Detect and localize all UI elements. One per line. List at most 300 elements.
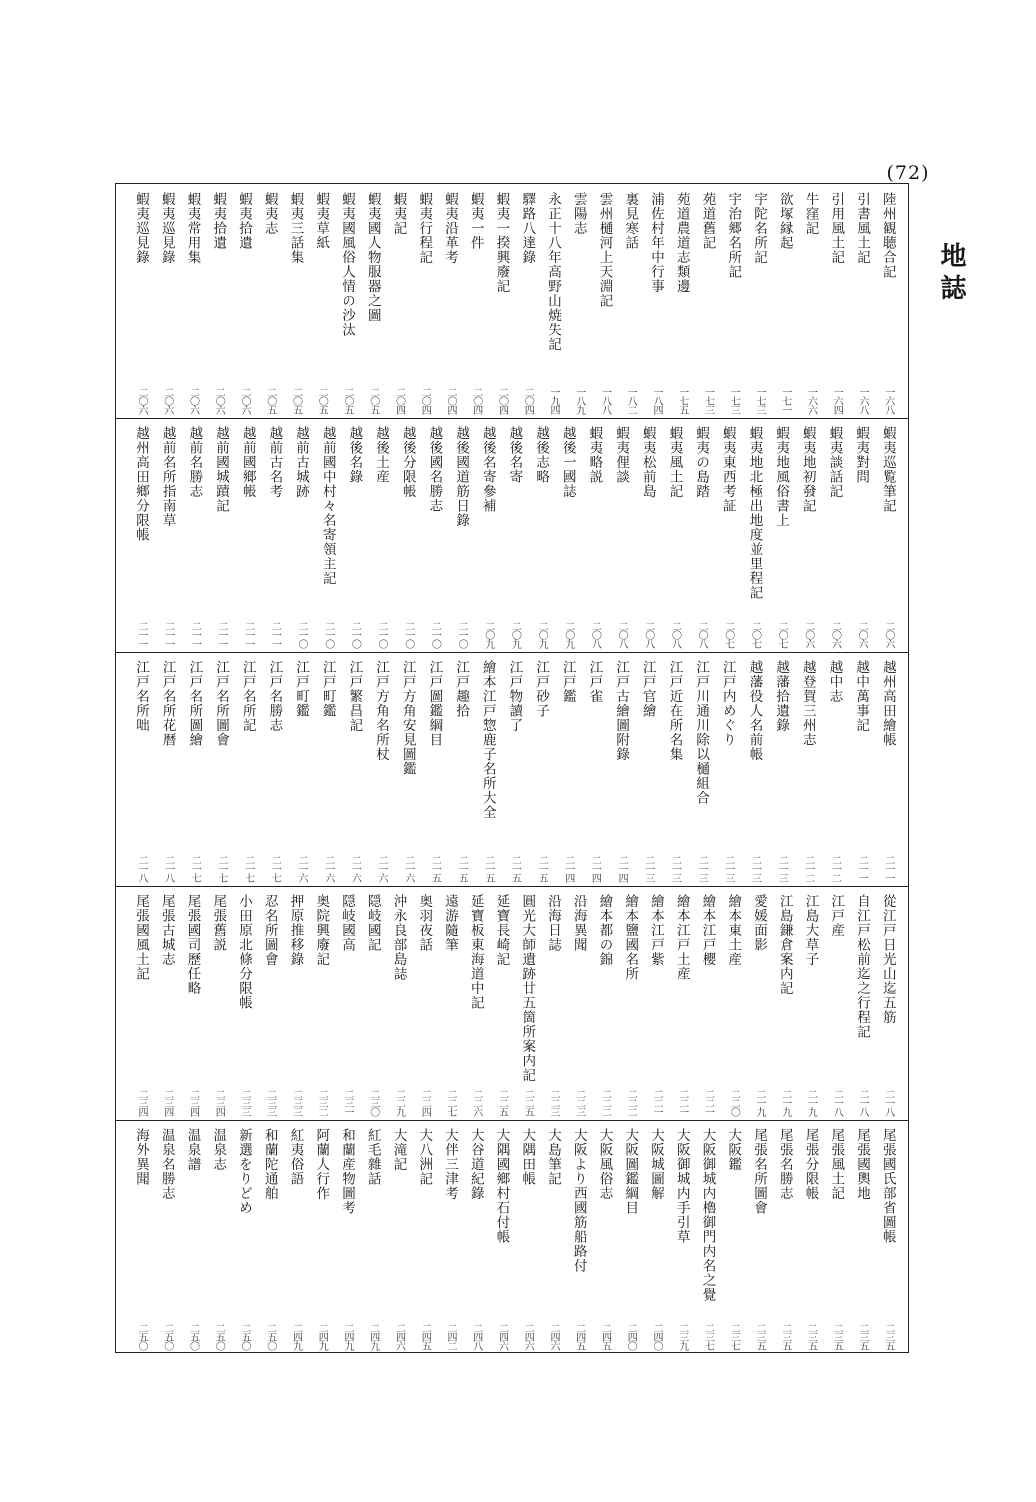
- entry-title: 江島大草子: [802, 894, 819, 967]
- entry-title: 延寶長崎記: [493, 894, 510, 967]
- entry-title: 尾張舊説: [210, 894, 227, 952]
- entry-page-number: 一八四: [651, 387, 662, 414]
- entry-page-number: 二一四: [562, 855, 574, 882]
- entry-title: 江戸名所記: [239, 660, 256, 733]
- entry-title: 隠岐國高: [339, 894, 355, 952]
- entry-page-number: 二〇九: [536, 621, 548, 648]
- index-entry: [290, 652, 312, 886]
- entry-page-number: 一八九: [573, 387, 585, 414]
- index-entry: [183, 652, 205, 886]
- entry-page-number: 二一三: [642, 855, 654, 882]
- index-entry: [823, 652, 845, 886]
- entry-page-number: 一七三: [702, 387, 714, 414]
- index-entry: [851, 184, 873, 418]
- entry-page-number: 二一六: [322, 855, 334, 882]
- entry-page-number: 二〇六: [856, 621, 868, 648]
- entry-title: 雲陽志: [570, 192, 587, 236]
- index-entry: [310, 1120, 332, 1354]
- index-entry: [465, 184, 487, 418]
- entry-title: 新選をりどめ: [236, 1128, 252, 1215]
- entry-title: 温泉譜: [184, 1128, 201, 1172]
- entry-title: 江戸方角名所杖: [373, 660, 390, 762]
- index-entry: [619, 1120, 641, 1354]
- index-entry: [516, 1120, 538, 1354]
- entry-page-number: 二一〇: [429, 621, 441, 648]
- index-entry: [310, 184, 332, 418]
- entry-title: 蝦夷志: [261, 192, 278, 236]
- index-entry: [697, 886, 719, 1120]
- entry-page-number: 二四六: [548, 1323, 559, 1350]
- entry-title: 愛媛面影: [751, 894, 767, 952]
- entry-title: 越前國城蹟記: [213, 426, 230, 513]
- index-entry: [743, 652, 765, 886]
- entry-title: 蝦夷國人物服器之圖: [364, 192, 381, 323]
- index-entry: [568, 886, 590, 1120]
- entry-title: 温泉志: [210, 1128, 227, 1172]
- entry-page-number: 二〇六: [829, 621, 841, 648]
- entry-title: 江戸産: [828, 894, 845, 938]
- entry-page-number: 二三四: [187, 1089, 199, 1116]
- entry-page-number: 二〇五: [264, 387, 276, 414]
- entry-page-number: 二五〇: [136, 1323, 147, 1350]
- index-entry: [343, 418, 365, 652]
- index-entry: [637, 418, 659, 652]
- index-entry: [770, 418, 792, 652]
- index-entry: [317, 652, 339, 886]
- entry-title: 江戸砂子: [533, 660, 550, 718]
- entry-title: 引用風土記: [828, 192, 845, 265]
- entry-title: 和蘭産物圖考: [339, 1128, 355, 1215]
- entry-page-number: 二二五: [522, 1089, 534, 1116]
- index-entry: [516, 886, 538, 1120]
- entry-page-number: 二二六: [470, 1089, 482, 1116]
- entry-page-number: 二一九: [754, 1089, 765, 1116]
- entry-page-number: 二五〇: [264, 1323, 276, 1350]
- index-entry: [413, 1120, 435, 1354]
- entry-page-number: 一六八: [882, 387, 894, 414]
- entry-title: 江戸名勝志: [266, 660, 283, 733]
- entry-title: 欲塚縁起: [776, 192, 793, 250]
- entry-page-number: 二一一: [242, 621, 254, 648]
- index-entry: [317, 418, 339, 652]
- entry-page-number: 二一三: [722, 855, 734, 882]
- entry-title: 越登賀三州志: [799, 660, 816, 747]
- entry-title: 江戸町鑑: [293, 660, 310, 718]
- index-entry: [774, 184, 796, 418]
- entry-page-number: 二三三: [290, 1089, 302, 1116]
- index-entry: [450, 652, 472, 886]
- index-entry: [748, 1120, 770, 1354]
- page-number: (72): [886, 162, 930, 184]
- index-entry: [336, 886, 358, 1120]
- entry-page-number: 二二七: [445, 1089, 456, 1116]
- index-entry: [259, 1120, 281, 1354]
- index-entry: [423, 418, 445, 652]
- index-entry: [690, 418, 712, 652]
- entry-title: 越後土産: [373, 426, 390, 484]
- index-entry: [336, 1120, 358, 1354]
- entry-page-number: 二三五: [831, 1323, 843, 1350]
- entry-page-number: 二一三: [696, 855, 708, 882]
- index-entry: [594, 1120, 616, 1354]
- entry-page-number: 二四〇: [625, 1323, 637, 1350]
- index-entry: [210, 652, 232, 886]
- entry-title: 永正十八年高野山焼失記: [545, 192, 561, 352]
- index-entry: [503, 652, 525, 886]
- index-entry: [851, 886, 873, 1120]
- entry-title: 大滝記: [390, 1128, 407, 1172]
- entry-page-number: 二三三: [239, 1089, 250, 1116]
- index-tier-5: [116, 1120, 908, 1354]
- entry-title: 大隅田帳: [519, 1128, 536, 1186]
- index-entry: [477, 652, 499, 886]
- index-entry: [594, 184, 616, 418]
- index-entry: [690, 652, 712, 886]
- entry-title: 牛窪記: [802, 192, 819, 236]
- entry-page-number: 二一二: [802, 855, 814, 882]
- entry-page-number: 二三九: [676, 1323, 688, 1350]
- entry-title: 海外異聞: [133, 1128, 149, 1186]
- entry-page-number: 二一三: [669, 855, 681, 882]
- entry-title: 蝦夷談話記: [826, 426, 843, 499]
- entry-page-number: 二一二: [829, 855, 841, 882]
- entry-page-number: 二〇六: [161, 387, 173, 414]
- entry-title: 江戸近在所名集: [666, 660, 683, 762]
- index-entry: [362, 886, 384, 1120]
- entry-title: 自江戸松前迄之行程記: [854, 894, 870, 1039]
- index-entry: [207, 886, 229, 1120]
- index-entry: [877, 184, 899, 418]
- entry-title: 越前國中村々名寄領主記: [319, 426, 336, 586]
- entry-title: 尾張分限帳: [802, 1128, 819, 1201]
- entry-page-number: 二一五: [509, 855, 521, 882]
- entry-title: 雲州樋河上天淵記: [596, 192, 613, 308]
- index-entry: [237, 652, 259, 886]
- entry-page-number: 二〇五: [367, 387, 379, 414]
- entry-title: 江戸鑑: [559, 660, 576, 704]
- index-entry: [877, 418, 899, 652]
- index-entry: [237, 418, 259, 652]
- entry-title: 江戸繁昌記: [346, 660, 363, 733]
- index-entry: [722, 184, 744, 418]
- index-entry: [259, 184, 281, 418]
- index-entry: [397, 418, 419, 652]
- index-entry: [156, 1120, 178, 1354]
- index-entry: [594, 886, 616, 1120]
- index-entry: [557, 418, 579, 652]
- entry-title: 蝦夷東西考証: [719, 426, 736, 513]
- index-entry: [797, 418, 819, 652]
- entry-page-number: 二一六: [296, 855, 308, 882]
- index-entry: [263, 418, 285, 652]
- entry-title: 蝦夷巡見錄: [133, 192, 149, 265]
- entry-title: 蝦夷行程記: [416, 192, 433, 265]
- entry-page-number: 二四二: [445, 1323, 456, 1350]
- entry-page-number: 二三七: [702, 1323, 714, 1350]
- entry-title: 大八洲記: [416, 1128, 433, 1186]
- index-entry: [465, 1120, 487, 1354]
- entry-title: 奥院興廢記: [313, 894, 330, 967]
- entry-page-number: 二一四: [589, 855, 601, 882]
- entry-page-number: 二二一: [676, 1089, 688, 1116]
- index-entry: [568, 1120, 590, 1354]
- entry-page-number: 二〇八: [669, 621, 681, 648]
- entry-page-number: 二一五: [429, 855, 441, 882]
- index-entry: [413, 886, 435, 1120]
- entry-title: 蝦夷對問: [853, 426, 870, 484]
- index-entry: [671, 184, 693, 418]
- index-entry: [285, 184, 307, 418]
- entry-page-number: 二〇七: [722, 621, 734, 648]
- entry-page-number: 二〇四: [445, 387, 456, 414]
- index-entry: [397, 652, 419, 886]
- index-entry: [877, 1120, 899, 1354]
- index-entry: [530, 652, 552, 886]
- entry-title: 阿蘭人行作: [313, 1128, 330, 1201]
- entry-page-number: 二〇六: [239, 387, 250, 414]
- entry-page-number: 二〇四: [419, 387, 431, 414]
- index-entry: [743, 418, 765, 652]
- entry-page-number: 二四五: [599, 1323, 611, 1350]
- entry-title: 越藩役人名前帳: [746, 660, 763, 762]
- index-entry: [465, 886, 487, 1120]
- entry-page-number: 二三〇: [367, 1089, 379, 1116]
- entry-page-number: 一八二: [625, 387, 637, 414]
- entry-page-number: 二一〇: [456, 621, 468, 648]
- entry-page-number: 二一〇: [349, 621, 361, 648]
- entry-page-number: 二二二: [625, 1089, 637, 1116]
- index-tier-1: [116, 184, 908, 418]
- entry-title: 大阪城圖解: [648, 1128, 664, 1201]
- entry-page-number: 二〇六: [213, 387, 225, 414]
- index-entry: [157, 652, 179, 886]
- index-entry: [722, 886, 744, 1120]
- entry-title: 江戸方角安見圖鑑: [399, 660, 416, 776]
- entry-title: 蝦夷記: [390, 192, 407, 236]
- entry-page-number: 二三七: [728, 1323, 740, 1350]
- entry-page-number: 二三四: [136, 1089, 147, 1116]
- entry-page-number: 二四九: [316, 1323, 328, 1350]
- index-entry: [439, 886, 461, 1120]
- entry-title: 江戸名所圖繪: [186, 660, 203, 747]
- index-entry: [233, 1120, 255, 1354]
- entry-title: 大阪より西國筋船路付: [570, 1128, 587, 1273]
- entry-title: 尾張名勝志: [776, 1128, 793, 1201]
- index-entry: [671, 1120, 693, 1354]
- entry-page-number: 二〇八: [696, 621, 708, 648]
- entry-title: 江島鎌倉案内記: [776, 894, 793, 996]
- index-entry: [491, 184, 513, 418]
- index-entry: [583, 418, 605, 652]
- entry-page-number: 二〇九: [482, 621, 494, 648]
- entry-title: 尾張國氏部省圖帳: [879, 1128, 896, 1244]
- index-entry: [825, 184, 847, 418]
- entry-page-number: 二三五: [857, 1323, 868, 1350]
- entry-title: 押原推移錄: [287, 894, 304, 967]
- index-entry: [850, 418, 872, 652]
- index-table: [115, 183, 909, 1353]
- index-entry: [583, 652, 605, 886]
- entry-page-number: 二一〇: [322, 621, 334, 648]
- entry-page-number: 一七一: [779, 387, 791, 414]
- entry-title: 沖永良部島誌: [390, 894, 407, 981]
- entry-page-number: 二五〇: [161, 1323, 173, 1350]
- entry-title: 延寶板東海道中記: [467, 894, 484, 1010]
- entry-page-number: 二二一: [651, 1089, 662, 1116]
- entry-title: 引書風土記: [854, 192, 870, 265]
- index-entry: [207, 1120, 229, 1354]
- index-entry: [516, 184, 538, 418]
- entry-page-number: 二一七: [269, 855, 281, 882]
- entry-title: 蝦夷地風俗書上: [773, 426, 790, 528]
- index-tier-4: [116, 886, 908, 1120]
- index-entry: [557, 652, 579, 886]
- entry-title: 苑道農道志類邊: [673, 192, 690, 294]
- entry-title: 越後分限帳: [399, 426, 416, 499]
- entry-title: 蝦夷拾遺: [210, 192, 227, 250]
- entry-page-number: 二一七: [216, 855, 228, 882]
- index-entry: [285, 1120, 307, 1354]
- entry-title: 江戸物讀了: [506, 660, 523, 733]
- index-entry: [210, 418, 232, 652]
- entry-page-number: 二〇九: [509, 621, 521, 648]
- index-entry: [413, 184, 435, 418]
- entry-title: 越後名錄: [346, 426, 363, 484]
- entry-page-number: 二一三: [776, 855, 788, 882]
- index-entry: [491, 886, 513, 1120]
- index-entry: [800, 886, 822, 1120]
- entry-page-number: 二一一: [882, 855, 894, 882]
- entry-page-number: 一八八: [599, 387, 611, 414]
- entry-title: 蝦夷地初發記: [799, 426, 816, 513]
- index-entry: [770, 652, 792, 886]
- entry-title: 小田原北條分限帳: [236, 894, 252, 1010]
- entry-title: 越中萬事記: [853, 660, 870, 733]
- entry-page-number: 二三三: [264, 1089, 276, 1116]
- entry-title: 蝦夷風土記: [666, 426, 683, 499]
- entry-page-number: 二一九: [779, 1089, 791, 1116]
- entry-title: 越後一國誌: [559, 426, 576, 499]
- entry-title: 越藩拾遺錄: [773, 660, 790, 733]
- entry-title: 江戸内めぐり: [719, 660, 736, 747]
- index-entry: [568, 184, 590, 418]
- entry-title: 裏見寒話: [622, 192, 639, 250]
- index-entry: [774, 886, 796, 1120]
- entry-title: 大阪御城内櫓御門内名之覺: [699, 1128, 716, 1302]
- index-entry: [491, 1120, 513, 1354]
- entry-page-number: 一七三: [728, 387, 740, 414]
- index-entry: [877, 652, 899, 886]
- entry-page-number: 二〇五: [316, 387, 328, 414]
- entry-page-number: 二五〇: [187, 1323, 199, 1350]
- entry-page-number: 二一九: [805, 1089, 817, 1116]
- entry-page-number: 二〇四: [496, 387, 508, 414]
- entry-page-number: 二一一: [189, 621, 201, 648]
- entry-page-number: 二五〇: [239, 1323, 250, 1350]
- entry-title: 忍名所圖會: [261, 894, 278, 967]
- entry-page-number: 二〇七: [749, 621, 761, 648]
- entry-page-number: 二一五: [482, 855, 494, 882]
- index-entry: [207, 184, 229, 418]
- index-entry: [722, 1120, 744, 1354]
- entry-title: 大阪風俗志: [596, 1128, 613, 1201]
- index-entry: [825, 1120, 847, 1354]
- entry-title: 江戸圖鑑綱目: [426, 660, 443, 747]
- index-entry: [851, 1120, 873, 1354]
- index-entry: [637, 652, 659, 886]
- entry-page-number: 二二五: [496, 1089, 508, 1116]
- entry-page-number: 二一七: [242, 855, 254, 882]
- index-entry: [800, 1120, 822, 1354]
- entry-title: 蝦夷地北極出地度並里程記: [746, 426, 763, 600]
- entry-page-number: 一七三: [754, 387, 765, 414]
- entry-title: 越前名所指南草: [159, 426, 176, 528]
- index-entry: [645, 184, 667, 418]
- entry-title: 蝦夷巡覧筆記: [879, 426, 896, 513]
- entry-title: 蝦夷略説: [586, 426, 603, 484]
- index-entry: [310, 886, 332, 1120]
- entry-title: 紅毛雜話: [364, 1128, 381, 1186]
- entry-title: 尾張國風土記: [133, 894, 149, 981]
- entry-title: 大谷道紀錄: [467, 1128, 484, 1201]
- index-entry: [130, 886, 152, 1120]
- entry-page-number: 二四六: [496, 1323, 508, 1350]
- index-entry: [850, 652, 872, 886]
- entry-page-number: 二〇七: [776, 621, 788, 648]
- index-entry: [388, 184, 410, 418]
- entry-title: 驛路八達錄: [519, 192, 536, 265]
- entry-page-number: 一六八: [857, 387, 868, 414]
- entry-title: 遠游隨筆: [442, 894, 458, 952]
- entry-page-number: 二二三: [573, 1089, 585, 1116]
- entry-title: 越後國名勝志: [426, 426, 443, 513]
- entry-title: 江戸川通川除以樋組合: [693, 660, 710, 805]
- entry-page-number: 二〇六: [882, 621, 894, 648]
- entry-page-number: 二〇九: [562, 621, 574, 648]
- entry-page-number: 二四六: [522, 1323, 534, 1350]
- entry-page-number: 二〇五: [342, 387, 353, 414]
- entry-title: 圓光大師遺跡廿五箇所案内記: [519, 894, 536, 1083]
- entry-page-number: 二〇四: [470, 387, 482, 414]
- index-entry: [439, 184, 461, 418]
- entry-title: 大島筆記: [545, 1128, 561, 1186]
- entry-page-number: 二〇八: [616, 621, 628, 648]
- index-entry: [530, 418, 552, 652]
- index-entry: [717, 418, 739, 652]
- entry-title: 越中志: [826, 660, 843, 704]
- entry-page-number: 二二〇: [728, 1089, 740, 1116]
- index-entry: [388, 1120, 410, 1354]
- index-entry: [748, 184, 770, 418]
- entry-title: 和蘭陀通舶: [261, 1128, 278, 1201]
- entry-title: 大阪御城内手引草: [673, 1128, 690, 1244]
- entry-page-number: 二一八: [136, 855, 147, 882]
- entry-title: 大阪鑑: [725, 1128, 742, 1172]
- entry-title: 江戸名所圖會: [213, 660, 230, 747]
- entry-page-number: 二一八: [857, 1089, 868, 1116]
- entry-title: 越州高田繪帳: [879, 660, 896, 747]
- entry-title: 越後名寄參補: [479, 426, 496, 513]
- entry-title: 蝦夷一件: [467, 192, 484, 250]
- index-entry: [285, 886, 307, 1120]
- index-entry: [362, 184, 384, 418]
- entry-title: 陸州観聴合記: [879, 192, 896, 279]
- index-entry: [542, 1120, 564, 1354]
- entry-title: 江戸官繪: [639, 660, 656, 718]
- index-entry: [717, 652, 739, 886]
- entry-title: 江戸町鑑: [319, 660, 336, 718]
- entry-title: 沿海日誌: [545, 894, 561, 952]
